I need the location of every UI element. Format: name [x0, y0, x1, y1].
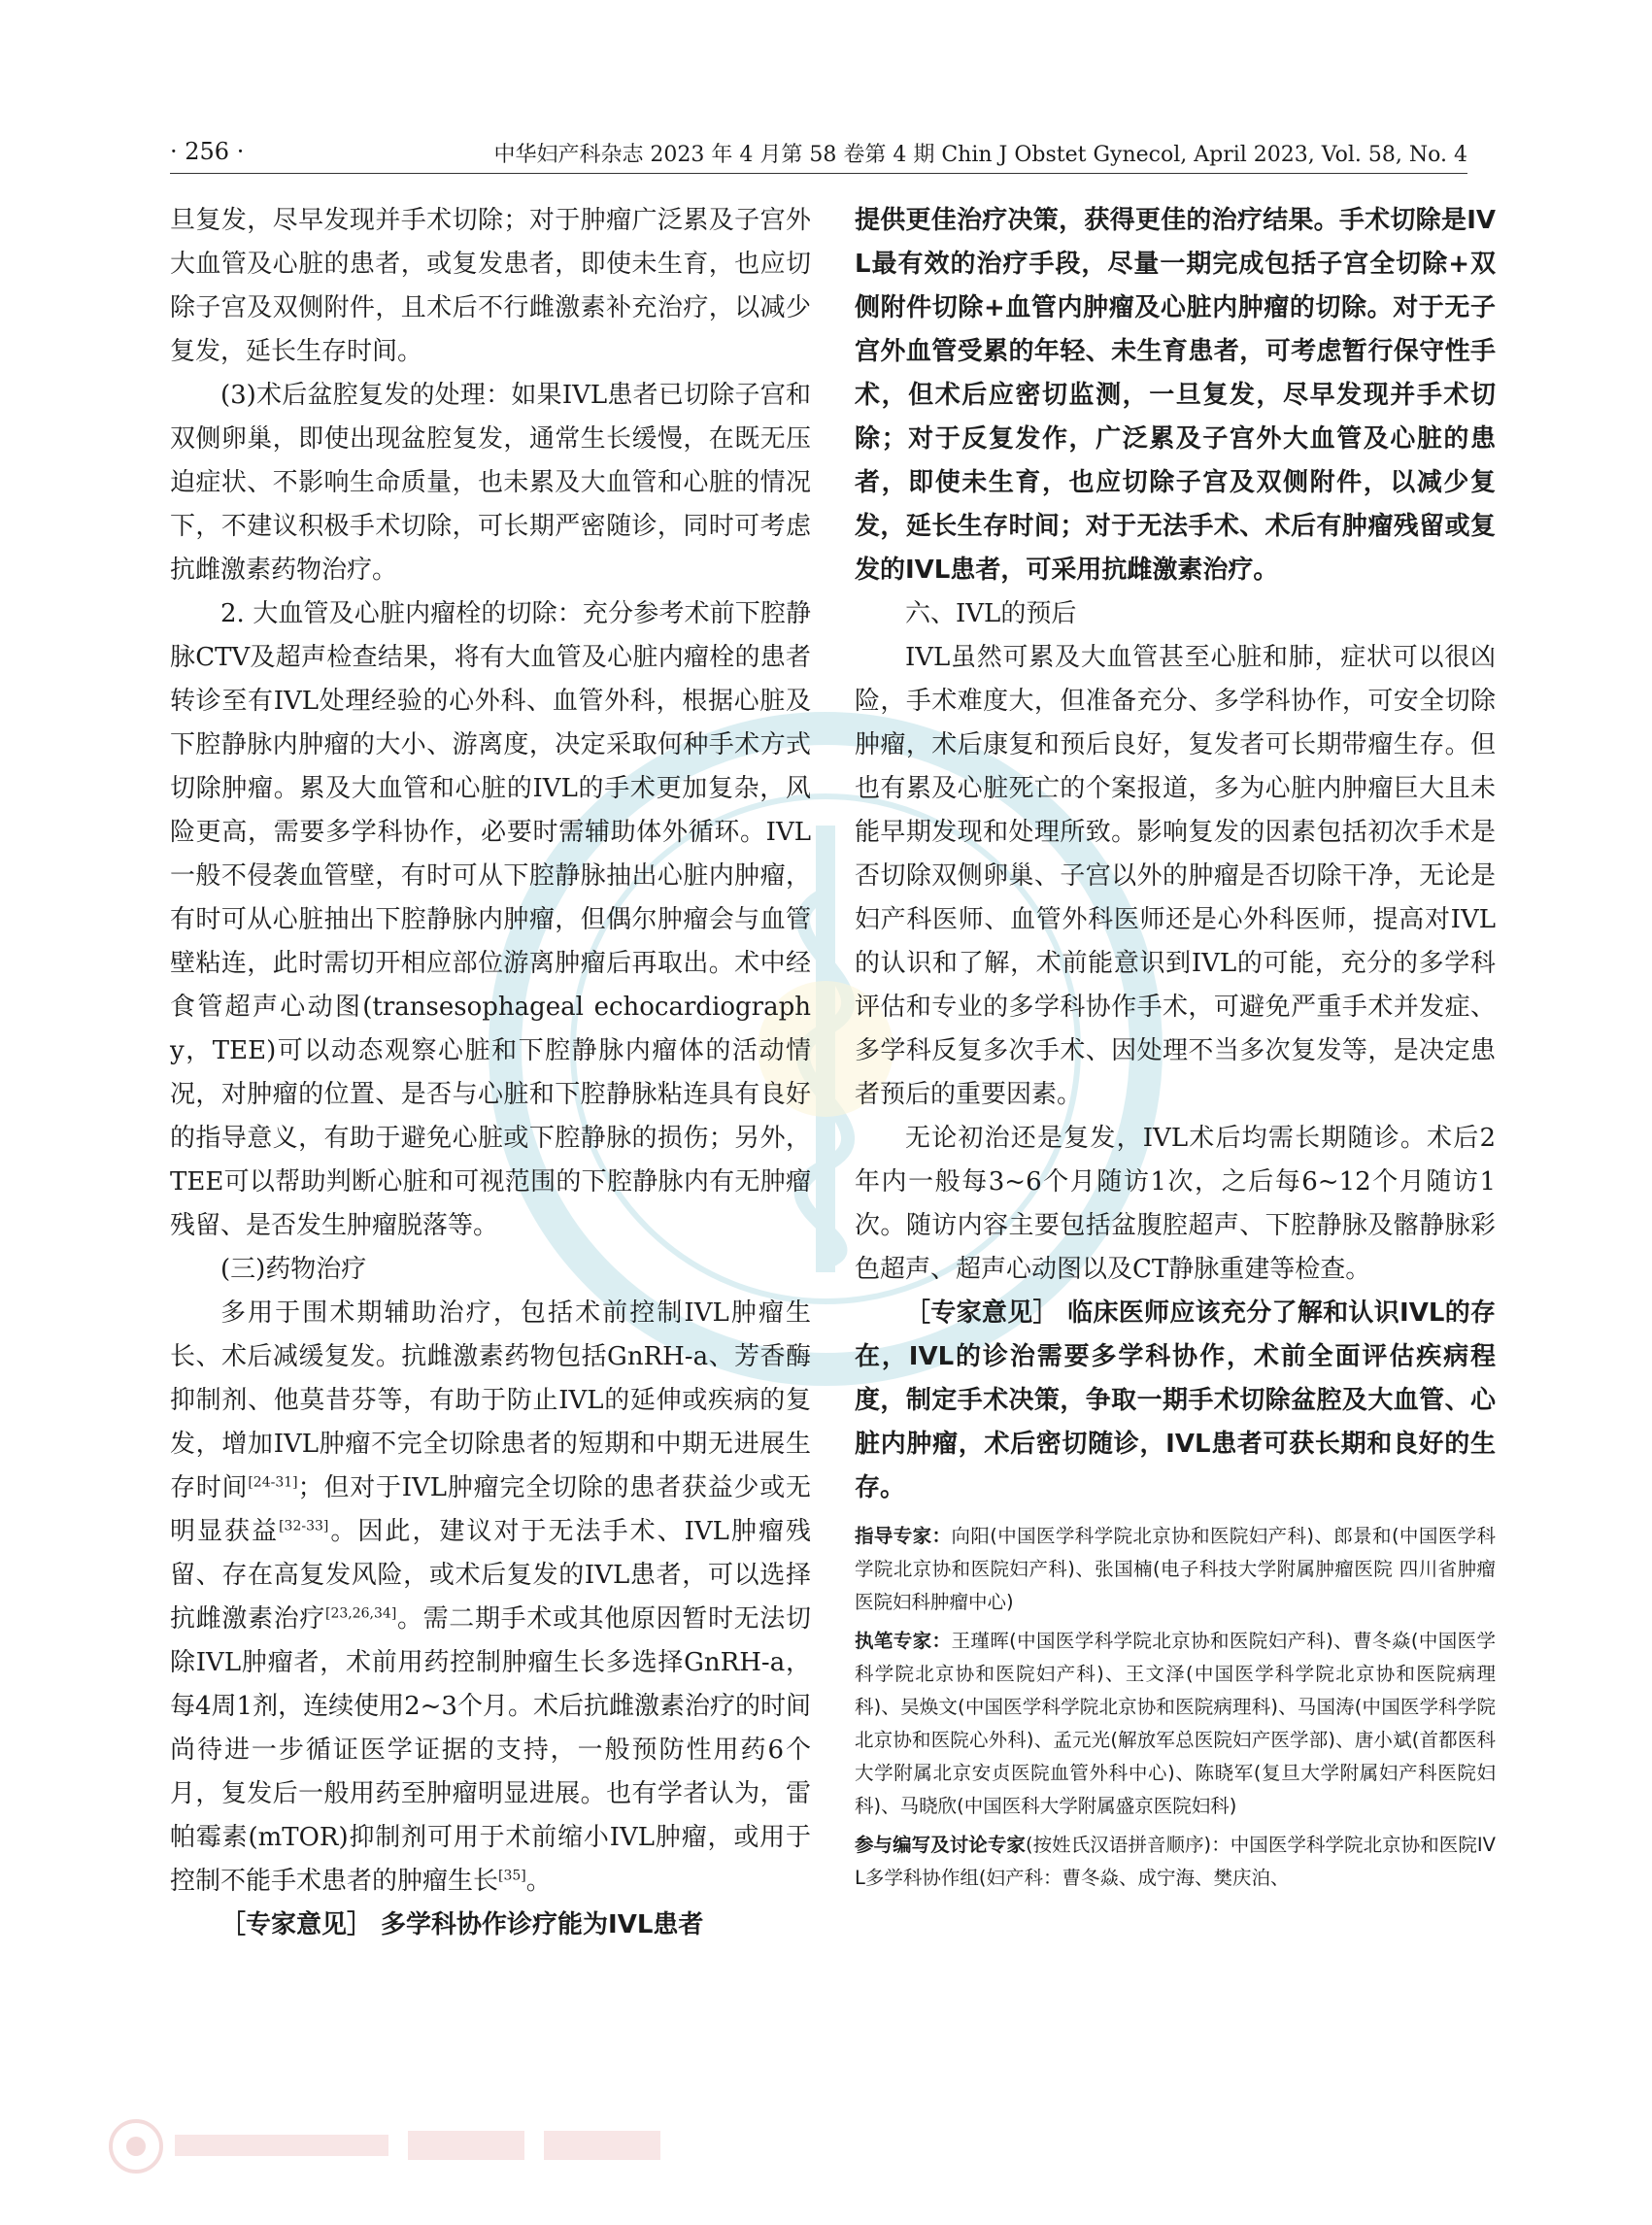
- paragraph: IVL虽然可累及大血管甚至心脏和肺，症状可以很凶险，手术难度大，但准备充分、多学科协作，可安全切除肿瘤，术后康复和预后良好，复发者可长期带瘤生存。但也有累及心脏死亡的个案报道，多为心脏内肿瘤巨大且未能早期发现和处理所致。影响复发的因素包括初次手术是否切除双侧卵巢、子宫以外的肿瘤是否切除干净，无论是妇产科医师、血管外科医师还是心外科医师，提高对IVL的认识和了解，术前能意识到IVL的可能，充分的多学科评估和专业的多学科协作手术，可避免严重手术并发症、多学科反复多次手术、因处理不当多次复发等，是决定患者预后的重要因素。: [855, 643, 1496, 1109]
- citation[interactable]: [23,26,34]: [325, 1605, 397, 1622]
- guiding-experts-label: 指导专家：: [855, 1525, 952, 1547]
- left-column: [170, 199, 811, 1947]
- paragraph: 2. 大血管及心脏内瘤栓的切除：充分参考术前下腔静脉CTV及超声检查结果，将有大血管及心脏内瘤栓的患者转诊至有IVL处理经验的心外科、血管外科，根据心脏及下腔静脉内肿瘤的大小、游离度，决定采取何种手术方式切除肿瘤。累及大血管和心脏的IVL的手术更加复杂，风险更高，需要多学科协作，必要时需辅助体外循环。IVL一般不侵袭血管壁，有时可从下腔静脉抽出心脏内肿瘤，有时可从心脏抽出下腔静脉内肿瘤，但偶尔肿瘤会与血管壁粘连，此时需切开相应部位游离肿瘤后再取出。术中经食管超声心动图(transesophageal echocardiography，TEE)可以动态观察心脏和下腔静脉内瘤体的活动情况，对肿瘤的位置、是否与心脏和下腔静脉粘连具有良好的指导意义，有助于避免心脏或下腔静脉的损伤；另外，TEE可以帮助判断心脏和可视范围的下腔静脉内有无肿瘤残留、是否发生肿瘤脱落等。: [170, 599, 811, 1240]
- page-number: · 256 ·: [170, 138, 245, 165]
- writing-experts: [855, 1625, 1496, 1823]
- paragraph: 无论初治还是复发，IVL术后均需长期随诊。术后2年内一般每3~6个月随访1次，之后每6~12个月随访1次。随访内容主要包括盆腹腔超声、下腔静脉及髂静脉彩色超声、超声心动图以及CT静脉重建等检查。: [855, 1124, 1496, 1284]
- journal-citation: 中华妇产科杂志 2023 年 4 月第 58 卷第 4 期 Chin J Obstet Gynecol, April 2023, Vol. 58, No. 4: [493, 143, 1467, 167]
- text-span: ；但对于IVL肿瘤完全切除的患者获益少或无明显获益: [170, 1473, 811, 1546]
- guiding-experts-text: 向阳(中国医学科学院北京协和医院妇产科)、郎景和(中国医学科学院北京协和医院妇产科)、张国楠(电子科技大学附属肿瘤医院 四川省肿瘤医院妇科肿瘤中心): [855, 1525, 1496, 1613]
- contributors: [855, 1520, 1496, 1895]
- participating-experts-label: 参与编写及讨论专家: [855, 1834, 1026, 1856]
- page-header: [170, 132, 1467, 171]
- citation[interactable]: [32-33]: [279, 1518, 329, 1534]
- text-span: 多用于围术期辅助治疗，包括术前控制IVL肿瘤生长、术后减缓复发。抗雌激素药物包括GnRH-a、芳香酶抑制剂、他莫昔芬等，有助于防止IVL的延伸或疾病的复发，增加IVL肿瘤不完全切除患者的短期和中期无进展生存时间: [170, 1298, 811, 1502]
- right-column: [855, 199, 1496, 1901]
- citation[interactable]: [35]: [498, 1868, 526, 1884]
- citation[interactable]: [24-31]: [248, 1474, 298, 1491]
- guiding-experts: [855, 1520, 1496, 1619]
- section-heading: (三)药物治疗: [220, 1255, 367, 1284]
- writing-experts-label: 执笔专家：: [855, 1630, 952, 1652]
- text-span: 。因此，建议对于无法手术、IVL肿瘤残留、存在高复发风险，或术后复发的IVL患者，可以选择抗雌激素治疗: [170, 1517, 811, 1634]
- participating-experts: [855, 1829, 1496, 1895]
- publisher-watermark: [107, 2117, 728, 2175]
- text-span: 。需二期手术或其他原因暂时无法切除IVL肿瘤者，术前用药控制肿瘤生长多选择GnRH-a，每4周1剂，连续使用2~3个月。术后抗雌激素治疗的时间尚待进一步循证医学证据的支持，一般预防性用药6个月，复发后一般用药至肿瘤明显进展。也有学者认为，雷帕霉素(mTOR)抑制剂可用于术前缩小IVL肿瘤，或用于控制不能手术患者的肿瘤生长: [170, 1604, 811, 1896]
- expert-opinion: ［专家意见］ 临床医师应该充分了解和认识IVL的存在，IVL的诊治需要多学科协作，术前全面评估疾病程度，制定手术决策，争取一期手术切除盆腔及大血管、心脏内肿瘤，术后密切随诊，IVL患者可获长期和良好的生存。: [855, 1298, 1496, 1502]
- paragraph: 旦复发，尽早发现并手术切除；对于肿瘤广泛累及子宫外大血管及心脏的患者，或复发患者，即使未生育，也应切除子宫及双侧附件，且术后不行雌激素补充治疗，以减少复发，延长生存时间。: [170, 206, 811, 366]
- writing-experts-text: 王瑾晖(中国医学科学院北京协和医院妇产科)、曹冬焱(中国医学科学院北京协和医院妇产科)、王文泽(中国医学科学院北京协和医院病理科)、吴焕文(中国医学科学院北京协和医院病理科)、马国涛(中国医学科学院北京协和医院心外科)、孟元光(解放军总医院妇产医学部)、唐小斌(首都医科大学附属北京安贞医院血管外科中心)、陈晓军(复旦大学附属妇产科医院妇科)、马晓欣(中国医科大学附属盛京医院妇科): [855, 1630, 1496, 1817]
- paragraph: [170, 1292, 811, 1904]
- expert-opinion: ［专家意见］ 多学科协作诊疗能为IVL患者: [220, 1910, 704, 1939]
- section-heading: 六、IVL的预后: [905, 599, 1077, 628]
- expert-opinion-continued: 提供更佳治疗决策，获得更佳的治疗结果。手术切除是IVL最有效的治疗手段，尽量一期完成包括子宫全切除+双侧附件切除+血管内肿瘤及心脏内肿瘤的切除。对于无子宫外血管受累的年轻、未生育患者，可考虑暂行保守性手术，但术后应密切监测，一旦复发，尽早发现并手术切除；对于反复发作，广泛累及子宫外大血管及心脏的患者，即使未生育，也应切除子宫及双侧附件，以减少复发，延长生存时间；对于无法手术、术后有肿瘤残留或复发的IVL患者，可采用抗雌激素治疗。: [855, 206, 1496, 585]
- text-span: 。: [525, 1867, 552, 1896]
- participating-experts-text: (按姓氏汉语拼音顺序)：中国医学科学院北京协和医院IVL多学科协作组(妇产科：曹冬焱、成宁海、樊庆泊、: [855, 1834, 1496, 1889]
- header-rule: [170, 173, 1467, 174]
- paragraph: (3)术后盆腔复发的处理：如果IVL患者已切除子宫和双侧卵巢，即使出现盆腔复发，通常生长缓慢，在既无压迫症状、不影响生命质量，也未累及大血管和心脏的情况下，不建议积极手术切除，可长期严密随诊，同时可考虑抗雌激素药物治疗。: [170, 381, 811, 585]
